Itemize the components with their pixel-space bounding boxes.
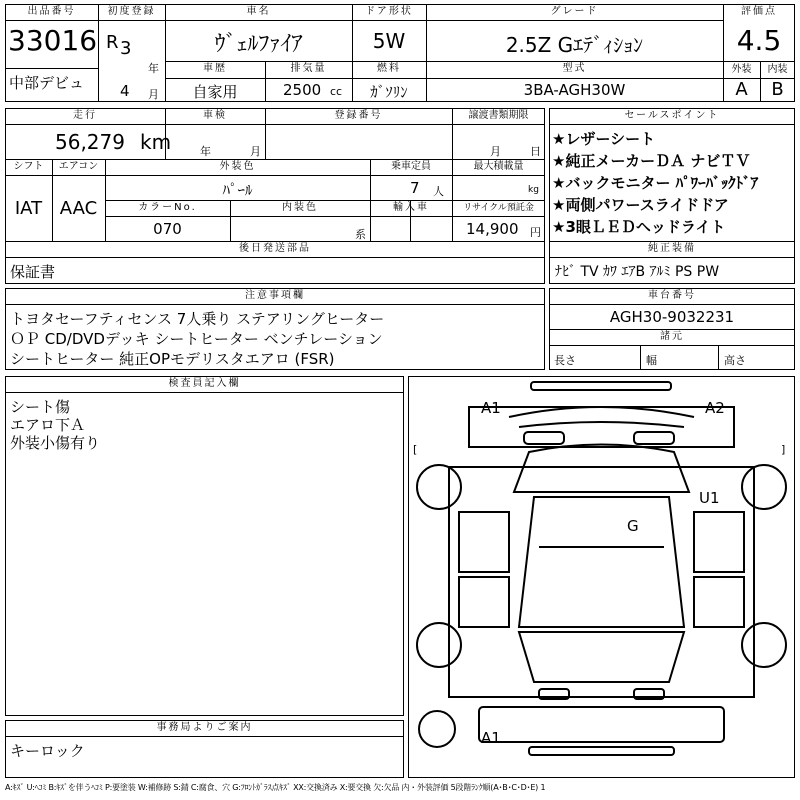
displacement: 2500 <box>283 81 322 99</box>
car-name-label: 車名 <box>246 6 271 17</box>
model-label: 型式 <box>562 63 587 74</box>
reg-no-label: 登録番号 <box>334 110 383 121</box>
capacity-unit: 人 <box>433 185 444 198</box>
shift-label: シフト <box>13 161 44 172</box>
mileage-label: 走行 <box>73 110 97 121</box>
office-text: キーロック <box>10 742 85 760</box>
door-label: ドア形状 <box>365 6 413 17</box>
later-parts: 保証書 <box>10 263 56 281</box>
deadline-month-unit: 月 <box>490 145 501 158</box>
era: R <box>106 32 119 53</box>
shift: IAT <box>14 198 43 219</box>
insp-year-unit: 年 <box>200 145 211 158</box>
equipment-label: 純正装備 <box>648 243 696 254</box>
damage-a1-top: A1 <box>481 399 501 417</box>
score-label: 評価点 <box>741 6 777 17</box>
car-name: ｳﾞｪﾙﾌｧｲｱ <box>214 32 303 57</box>
model: 3BA-AGH30W <box>523 81 626 99</box>
sales-point: ★3眼ＬＥＤヘッドライト <box>552 218 726 236</box>
exterior-label: 外装 <box>731 64 752 75</box>
grade-label: グレード <box>550 6 599 17</box>
bracket-right: ] <box>781 443 786 456</box>
import-label: 輸入車 <box>393 202 429 213</box>
exterior-grade: A <box>735 79 748 100</box>
damage-diagram <box>408 376 795 778</box>
inspector-line: 外装小傷有り <box>10 434 101 452</box>
chassis-number: AGH30-9032231 <box>609 308 735 326</box>
recycle-unit: 円 <box>530 226 541 239</box>
mileage-unit: km <box>140 130 172 154</box>
inspector-line: エアロ下Ａ <box>10 416 86 434</box>
ac: AAC <box>59 198 98 219</box>
sales-point: ★両側パワースライドドア <box>552 196 729 214</box>
deadline-day-unit: 日 <box>530 145 541 158</box>
office-label: 事務局よりご案内 <box>156 722 253 733</box>
insp-month-unit: 月 <box>250 145 261 158</box>
sales-point: ★純正メーカーＤＡ ナビＴＶ <box>552 152 751 170</box>
reg-label: 初度登録 <box>107 6 156 17</box>
color-no: 070 <box>153 220 182 238</box>
length-label: 長さ <box>554 354 576 367</box>
inspection-label: 車検 <box>203 110 227 121</box>
recycle-amount: 14,900 <box>466 220 519 238</box>
capacity-label: 乗車定員 <box>391 161 431 172</box>
inspector-label: 検査員記入欄 <box>168 378 241 389</box>
sales-point: ★レザーシート <box>552 130 656 148</box>
damage-a2-top: A2 <box>705 399 725 417</box>
month-unit: 月 <box>148 88 159 101</box>
height-label: 高さ <box>724 354 746 367</box>
damage-a1-bottom: A1 <box>481 729 501 747</box>
load-label: 最大積載量 <box>473 161 524 172</box>
chassis-label: 車台番号 <box>648 290 696 301</box>
damage-u1: U1 <box>699 489 720 507</box>
history-label: 車歴 <box>203 63 227 74</box>
displacement-label: 排気量 <box>290 63 327 74</box>
debut-label: 中部デビュ <box>9 74 85 92</box>
lot-number-label: 出品番号 <box>27 6 76 17</box>
reg-year: 3 <box>120 38 132 59</box>
grade: 2.5Z Gｴﾃﾞｨｼｮﾝ <box>505 33 644 57</box>
equipment: ﾅﾋﾞ TV ｶﾜ ｴｱB ｱﾙﾐ PS PW <box>555 264 720 280</box>
interior-grade: B <box>771 79 784 100</box>
note-line: シートヒーター 純正OPモデリスタエアロ (FSR) <box>10 350 335 368</box>
car-outline <box>409 377 794 777</box>
ac-label: エアコン <box>58 161 99 172</box>
sales-label: セールスポイント <box>624 110 720 121</box>
deadline-label: 譲渡書類期限 <box>468 110 529 121</box>
lot-number: 33016 <box>8 24 98 57</box>
dims-label: 諸元 <box>660 331 684 342</box>
color-label: 外装色 <box>219 161 256 172</box>
note-line: トヨタセーフティセンス 7人乗り ステアリングヒーター <box>10 310 385 328</box>
capacity: 7 <box>410 179 420 197</box>
notes-label: 注意事項欄 <box>245 290 305 301</box>
interior-label: 内装 <box>767 64 788 75</box>
displacement-unit: cc <box>330 85 343 98</box>
recycle-label: リサイクル預託金 <box>463 203 534 213</box>
door-type: 5W <box>372 29 406 53</box>
mileage: 56,279 <box>55 130 125 154</box>
load-unit: kg <box>528 185 539 195</box>
note-line: ＯＰ CD/DVDデッキ シートヒーター ベンチレーション <box>10 330 383 348</box>
int-color-unit: 系 <box>355 228 366 241</box>
history: 自家用 <box>192 83 238 101</box>
int-color-label: 内装色 <box>282 202 318 213</box>
year-unit: 年 <box>148 62 159 75</box>
later-parts-label: 後日発送部品 <box>239 243 311 254</box>
legend: A:ｷｽﾞ U:ﾍｺﾐ B:ｷｽﾞを伴うﾍｺﾐ P:要塗装 W:補修跡 S:錆 C:腐食、穴 G:ﾌﾛﾝﾄｶﾞﾗｽ点ｷｽﾞ XX:交換済み X:要交換 欠:欠品 内・外装評価 5段階ﾗﾝｸ順(A･B･C･D･E) 1 <box>5 783 546 792</box>
score: 4.5 <box>736 24 782 57</box>
inspector-line: シート傷 <box>10 398 71 416</box>
color: ﾊﾟｰﾙ <box>222 181 253 199</box>
fuel: ｶﾞｿﾘﾝ <box>370 83 408 101</box>
fuel-label: 燃料 <box>377 63 401 74</box>
bracket-left: [ <box>413 443 418 456</box>
width-label: 幅 <box>646 354 657 367</box>
damage-g: G <box>627 517 639 535</box>
color-no-label: カラーNo. <box>138 202 197 213</box>
reg-month: 4 <box>120 82 130 100</box>
sales-point: ★バックモニター ﾊﾟﾜｰﾊﾞｯｸﾄﾞｱ <box>552 174 759 192</box>
